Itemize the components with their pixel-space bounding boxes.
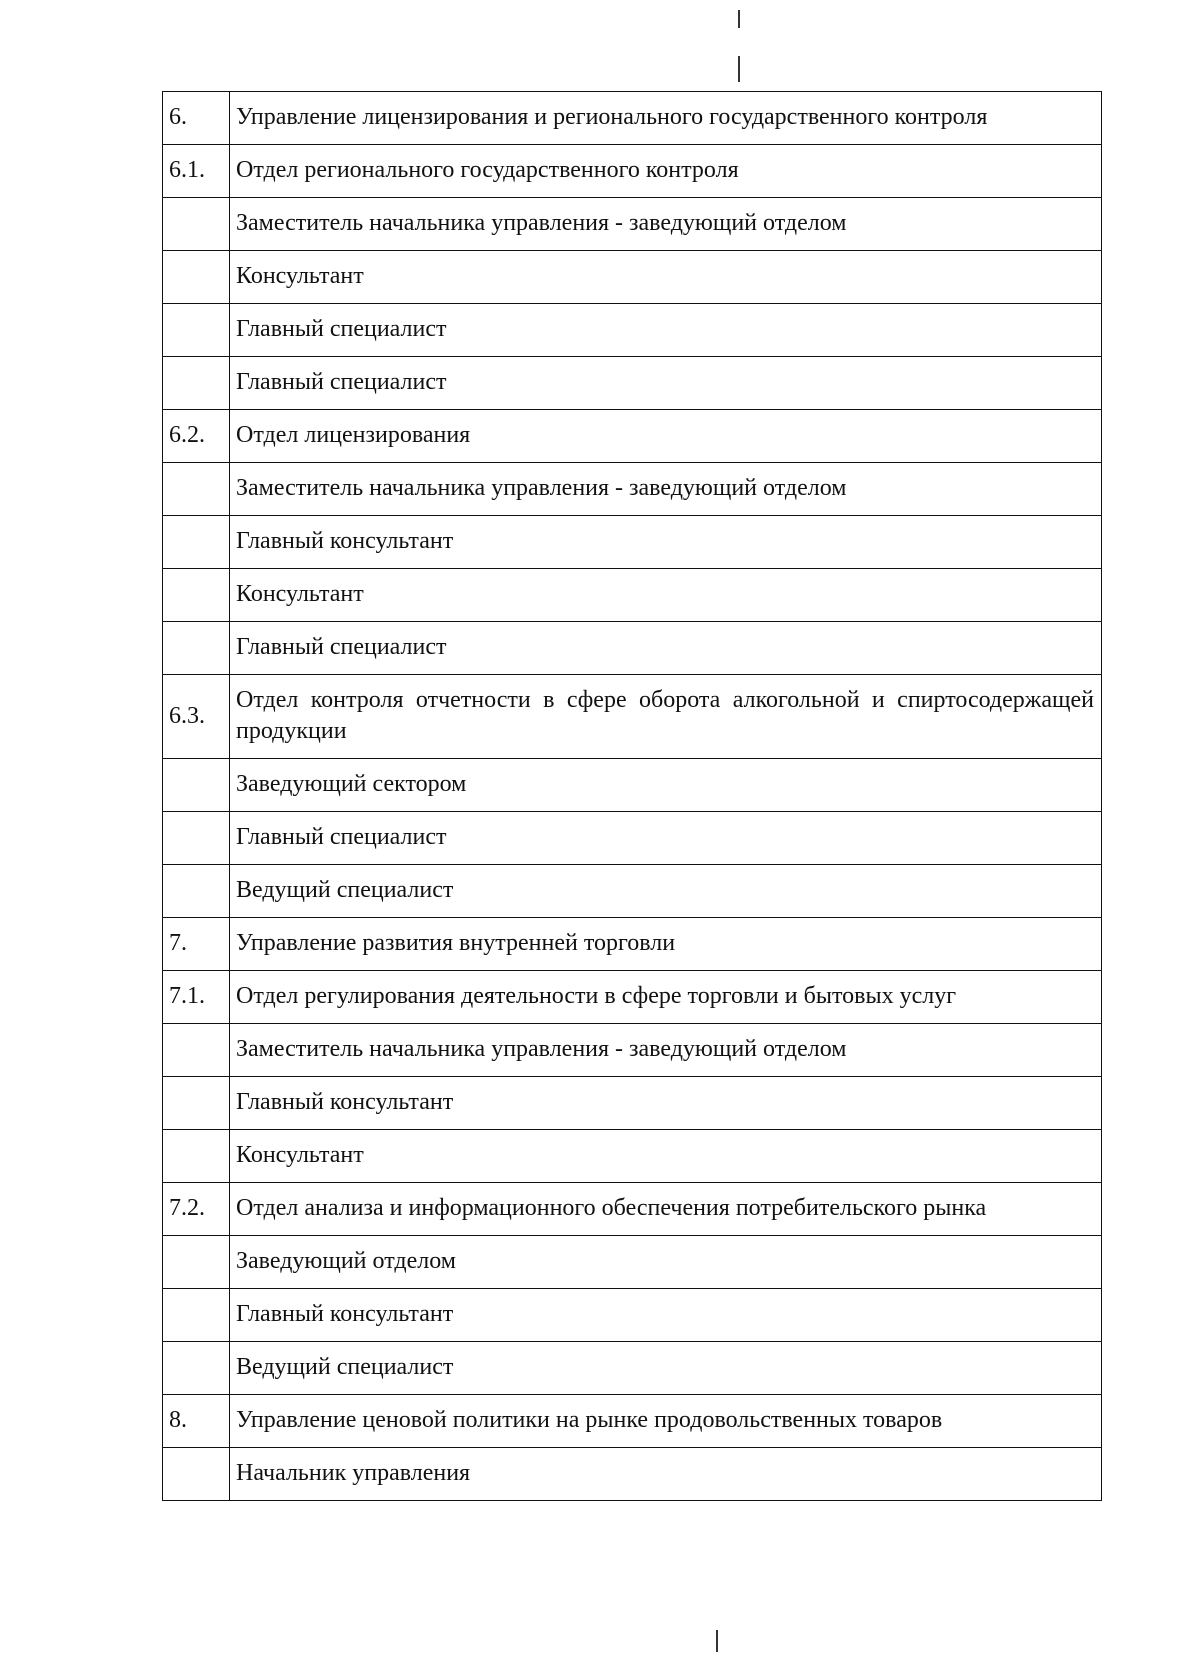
- row-number: [163, 1448, 230, 1501]
- row-text: Отдел контроля отчетности в сфере оборота алкогольной и спиртосодержащей продукции: [230, 675, 1102, 759]
- table-row: [163, 251, 1102, 304]
- table-row: [163, 1077, 1102, 1130]
- row-number: [163, 251, 230, 304]
- table-row: [163, 1236, 1102, 1289]
- table-row: [163, 1183, 1102, 1236]
- table-row: [163, 304, 1102, 357]
- row-text: Заместитель начальника управления - заведующий отделом: [230, 198, 1102, 251]
- row-text: Отдел анализа и информационного обеспечения потребительского рынка: [230, 1183, 1102, 1236]
- row-text: Заведующий отделом: [230, 1236, 1102, 1289]
- row-text: Главный специалист: [230, 812, 1102, 865]
- row-text: Отдел регионального государственного контроля: [230, 145, 1102, 198]
- row-number: [163, 1024, 230, 1077]
- row-number: 7.1.: [163, 971, 230, 1024]
- table-row: [163, 1130, 1102, 1183]
- table-row: [163, 971, 1102, 1024]
- row-number: 7.: [163, 918, 230, 971]
- row-text: Управление развития внутренней торговли: [230, 918, 1102, 971]
- table-row: [163, 675, 1102, 759]
- row-number: [163, 357, 230, 410]
- row-number: [163, 304, 230, 357]
- row-text: Консультант: [230, 1130, 1102, 1183]
- table-row: [163, 357, 1102, 410]
- row-number: [163, 865, 230, 918]
- row-number: 6.1.: [163, 145, 230, 198]
- table-row: [163, 145, 1102, 198]
- row-number: 8.: [163, 1395, 230, 1448]
- row-number: [163, 1236, 230, 1289]
- table-row: [163, 865, 1102, 918]
- staff-structure-table: [162, 91, 1102, 1501]
- row-text: Управление ценовой политики на рынке продовольственных товаров: [230, 1395, 1102, 1448]
- row-number: [163, 622, 230, 675]
- row-number: 6.: [163, 92, 230, 145]
- row-text: Консультант: [230, 569, 1102, 622]
- row-text: Начальник управления: [230, 1448, 1102, 1501]
- table-row: [163, 622, 1102, 675]
- fold-mark-top: [738, 10, 740, 28]
- table-row: [163, 1342, 1102, 1395]
- table-row: [163, 759, 1102, 812]
- row-text: Заведующий сектором: [230, 759, 1102, 812]
- row-number: [163, 463, 230, 516]
- table-row: [163, 92, 1102, 145]
- row-text: Заместитель начальника управления - заведующий отделом: [230, 463, 1102, 516]
- row-number: [163, 812, 230, 865]
- fold-mark-bottom: [716, 1630, 718, 1652]
- row-text: Заместитель начальника управления - заведующий отделом: [230, 1024, 1102, 1077]
- table-row: [163, 918, 1102, 971]
- row-number: [163, 569, 230, 622]
- row-text: Главный консультант: [230, 516, 1102, 569]
- table-row: [163, 1395, 1102, 1448]
- row-text: Ведущий специалист: [230, 1342, 1102, 1395]
- row-number: [163, 198, 230, 251]
- row-text: Главный специалист: [230, 622, 1102, 675]
- table-row: [163, 1448, 1102, 1501]
- row-number: [163, 1077, 230, 1130]
- row-text: Главный специалист: [230, 304, 1102, 357]
- row-text: Главный специалист: [230, 357, 1102, 410]
- row-number: 6.3.: [163, 675, 230, 759]
- row-number: [163, 1289, 230, 1342]
- row-text: Главный консультант: [230, 1289, 1102, 1342]
- fold-mark-upper: [738, 56, 740, 82]
- row-text: Управление лицензирования и регионального государственного контроля: [230, 92, 1102, 145]
- table-row: [163, 516, 1102, 569]
- table-row: [163, 812, 1102, 865]
- row-number: [163, 1342, 230, 1395]
- table-row: [163, 198, 1102, 251]
- table-row: [163, 463, 1102, 516]
- row-number: [163, 516, 230, 569]
- table-row: [163, 1024, 1102, 1077]
- row-text: Отдел лицензирования: [230, 410, 1102, 463]
- row-text: Консультант: [230, 251, 1102, 304]
- table-row: [163, 1289, 1102, 1342]
- row-number: [163, 1130, 230, 1183]
- row-text: Главный консультант: [230, 1077, 1102, 1130]
- row-text: Отдел регулирования деятельности в сфере торговли и бытовых услуг: [230, 971, 1102, 1024]
- row-number: 6.2.: [163, 410, 230, 463]
- row-number: 7.2.: [163, 1183, 230, 1236]
- row-text: Ведущий специалист: [230, 865, 1102, 918]
- table-row: [163, 410, 1102, 463]
- row-number: [163, 759, 230, 812]
- table-row: [163, 569, 1102, 622]
